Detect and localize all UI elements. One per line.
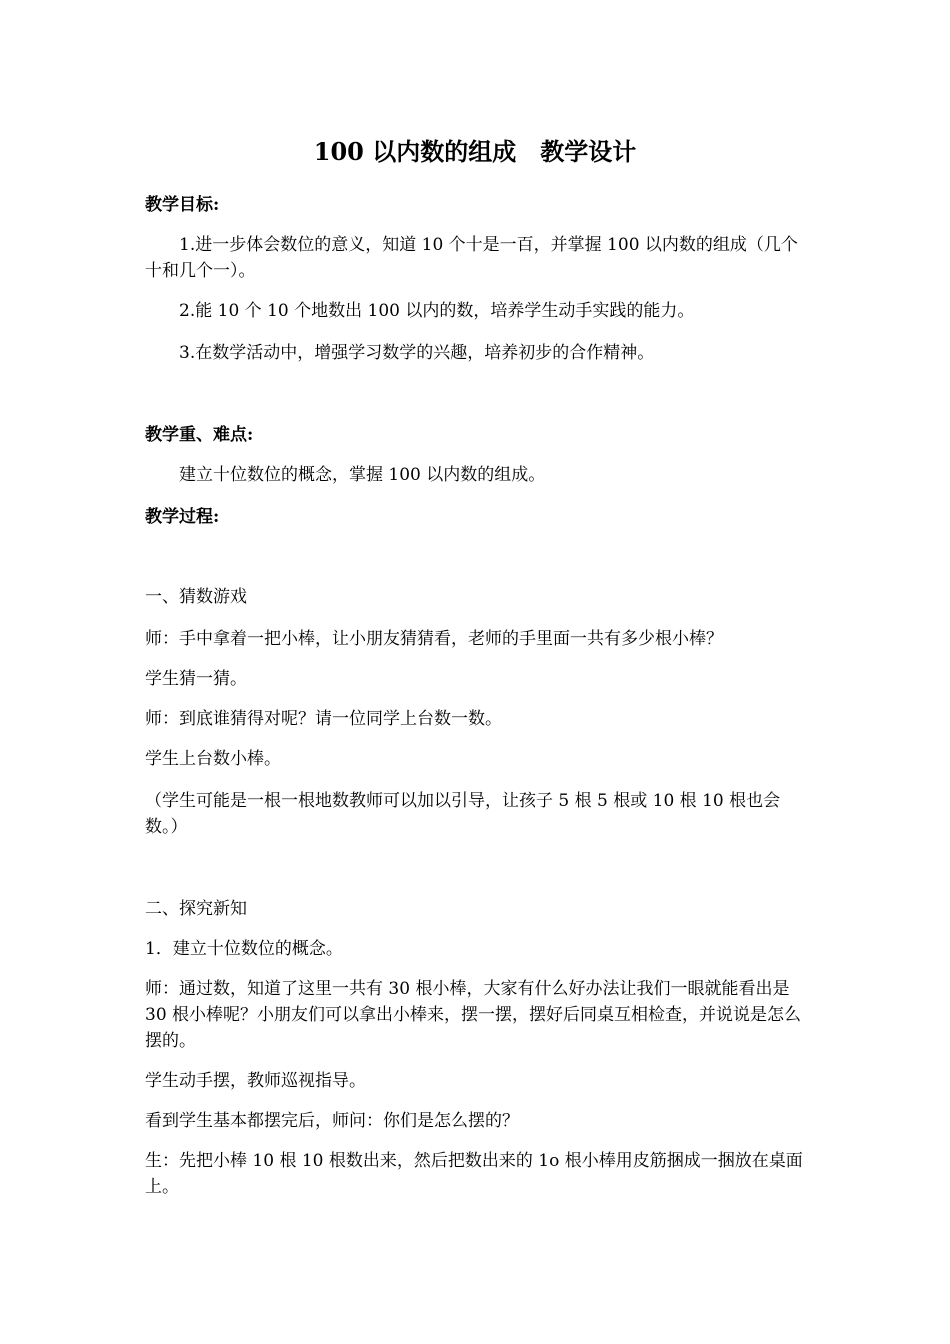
goal-item-3: 3.在数学活动中，增强学习数学的兴趣，培养初步的合作精神。 bbox=[179, 343, 655, 363]
goal-item-1: 1.进一步体会数位的意义，知道 10 个十是一百，并掌握 100 以内数的组成（几个十和几个一）。 bbox=[145, 235, 798, 281]
key-points-heading: 教学重、难点: bbox=[145, 425, 254, 445]
section-2-line: 学生动手摆，教师巡视指导。 bbox=[145, 1071, 366, 1091]
goal-item-2: 2.能 10 个 10 个地数出 100 以内的数，培养学生动手实践的能力。 bbox=[179, 301, 695, 321]
process-heading: 教学过程: bbox=[145, 507, 220, 527]
section-1-title: 一、猜数游戏 bbox=[145, 587, 247, 607]
section-2-line: 师：通过数，知道了这里一共有 30 根小棒，大家有什么好办法让我们一眼就能看出是 30 根小棒呢？小朋友们可以拿出小棒来，摆一摆，摆好后同桌互相检查，并说说是怎么摆的。 bbox=[145, 979, 802, 1051]
section-1-line: 学生上台数小棒。 bbox=[145, 749, 281, 769]
section-1-line: 学生猜一猜。 bbox=[145, 669, 247, 689]
section-2-title: 二、探究新知 bbox=[145, 899, 247, 919]
goals-heading: 教学目标: bbox=[145, 195, 220, 215]
document-title: 100 以内数的组成 教学设计 bbox=[313, 137, 637, 166]
section-2-line: 1．建立十位数位的概念。 bbox=[145, 939, 343, 959]
key-points-text: 建立十位数位的概念，掌握 100 以内数的组成。 bbox=[179, 465, 546, 485]
section-1-note: （学生可能是一根一根地数教师可以加以引导，让孩子 5 根 5 根或 10 根 10 根也会数。） bbox=[145, 791, 781, 837]
section-1-line: 师：到底谁猜得对呢？请一位同学上台数一数。 bbox=[145, 709, 502, 729]
section-2-line: 生：先把小棒 10 根 10 根数出来，然后把数出来的 1o 根小棒用皮筋捆成一捆放在桌面上。 bbox=[145, 1151, 803, 1197]
section-2-line: 看到学生基本都摆完后，师问：你们是怎么摆的？ bbox=[145, 1111, 519, 1131]
section-1-line: 师：手中拿着一把小棒，让小朋友猜猜看，老师的手里面一共有多少根小棒？ bbox=[145, 629, 723, 649]
